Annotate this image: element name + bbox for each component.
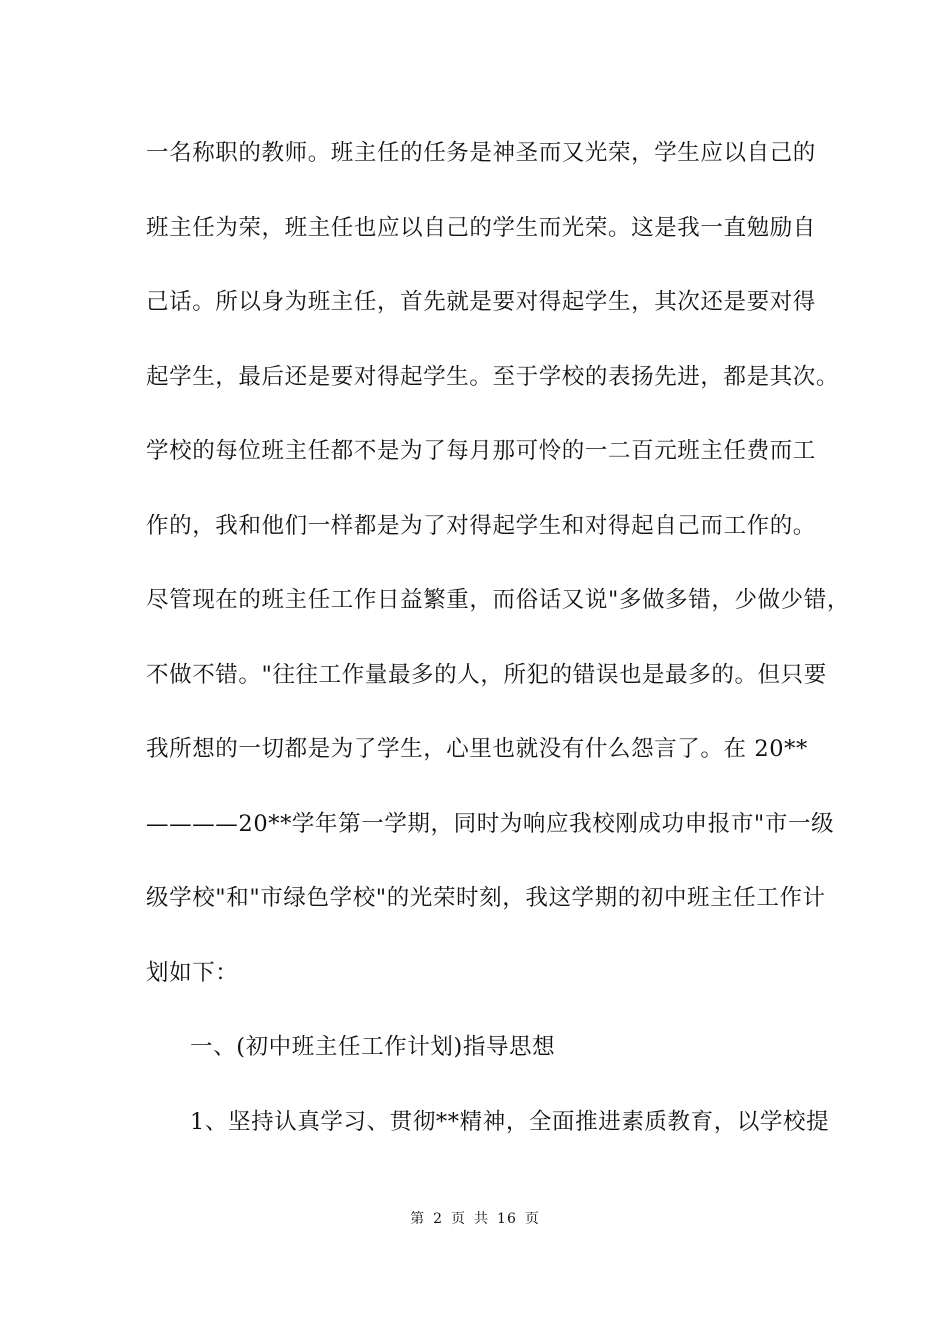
text-line: 尽管现在的班主任工作日益繁重，而俗话又说"多做多错，少做少错， [146, 587, 850, 613]
footer-label-page: 第 [410, 1211, 426, 1227]
text-line: 级学校"和"市绿色学校"的光荣时刻，我这学期的初中班主任工作计 [146, 885, 826, 911]
text-line: 己话。所以身为班主任，首先就是要对得起学生，其次还是要对得 [146, 289, 816, 315]
text-line: 一名称职的教师。班主任的任务是神圣而又光荣，学生应以自己的 [146, 140, 816, 166]
page-footer [0, 1208, 950, 1228]
footer-total-pages: 16 [497, 1211, 517, 1227]
footer-label-ye: 页 [451, 1211, 467, 1227]
footer-label-total: 共 [474, 1211, 490, 1227]
text-line: 不做不错。"往往工作量最多的人，所犯的错误也是最多的。但只要 [146, 661, 827, 688]
text-line: 作的，我和他们一样都是为了对得起学生和对得起自己而工作的。 [146, 512, 816, 539]
body-text [146, 130, 850, 1173]
text-line: 班主任为荣，班主任也应以自己的学生而光荣。这是我一直勉励自 [146, 214, 816, 241]
text-line: 起学生，最后还是要对得起学生。至于学校的表扬先进，都是其次。 [146, 363, 840, 390]
footer-label-ye2: 页 [524, 1211, 540, 1227]
text-line: 学校的每位班主任都不是为了每月那可怜的一二百元班主任费而工 [146, 438, 816, 464]
section-heading: 一、(初中班主任工作计划)指导思想 [190, 1034, 556, 1060]
text-line: ————20**学年第一学期，同时为响应我校刚成功申报市"市一级 [146, 810, 835, 837]
list-item: 1、坚持认真学习、贯彻**精神，全面推进素质教育，以学校提 [190, 1108, 830, 1135]
footer-current-page: 2 [433, 1211, 444, 1227]
text-line: 我所想的一切都是为了学生，心里也就没有什么怨言了。在 20** [146, 736, 808, 762]
text-line: 划如下： [146, 959, 239, 986]
